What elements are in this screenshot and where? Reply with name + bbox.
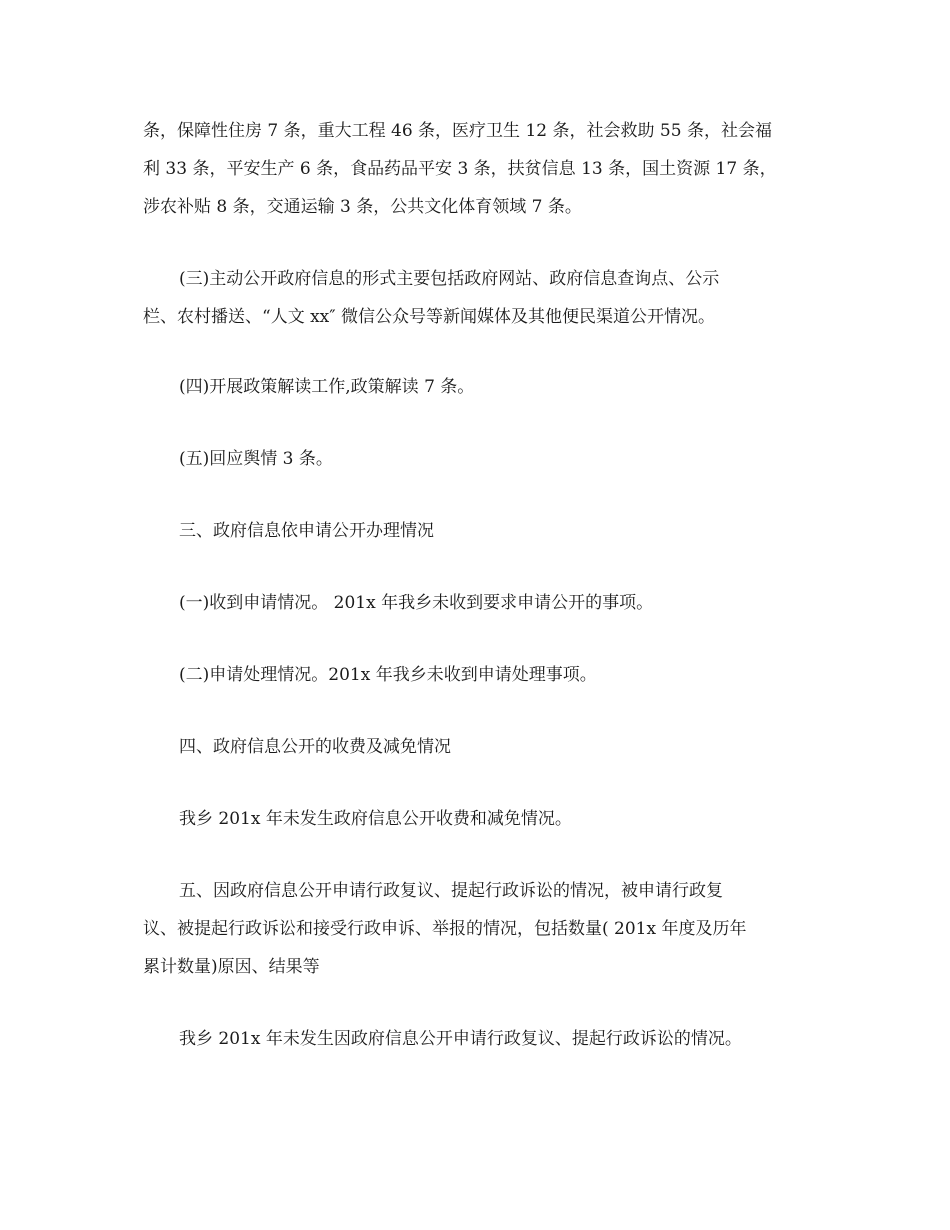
- paragraph-application-received: [143, 584, 808, 622]
- text-line: 栏、农村播送、“人文 xx″ 微信公众号等新闻媒体及其他便民渠道公开情况。: [143, 307, 716, 327]
- paragraph-section-3-3: [143, 260, 808, 336]
- heading-section-4: [143, 728, 808, 766]
- paragraph-application-processing: [143, 656, 808, 694]
- text-line: (二)申请处理情况。201x 年我乡未收到申请处理事项。: [179, 665, 597, 685]
- text-line: 条，保障性住房 7 条，重大工程 46 条，医疗卫生 12 条，社会救助 55 条，社会福: [143, 121, 772, 141]
- text-line: (三)主动公开政府信息的形式主要包括政府网站、政府信息查询点、公示: [179, 269, 720, 289]
- text-line: (四)开展政策解读工作,政策解读 7 条。: [179, 377, 475, 397]
- paragraph-section-3-4: [143, 368, 808, 406]
- text-line: 累计数量)原因、结果等: [143, 957, 320, 977]
- text-line: (一)收到申请情况。 201x 年我乡未收到要求申请公开的事项。: [179, 593, 654, 613]
- text-line: 五、因政府信息公开申请行政复议、提起行政诉讼的情况，被申请行政复: [179, 881, 723, 901]
- text-line: (五)回应舆情 3 条。: [179, 449, 333, 469]
- heading-section-3: [143, 512, 808, 550]
- text-line: 我乡 201x 年未发生政府信息公开收费和减免情况。: [179, 809, 572, 829]
- text-line: 议、被提起行政诉讼和接受行政申诉、举报的情况，包括数量( 201x 年度及历年: [143, 919, 747, 939]
- paragraph-review-litigation: [143, 1020, 808, 1058]
- text-line: 我乡 201x 年未发生因政府信息公开申请行政复议、提起行政诉讼的情况。: [179, 1029, 742, 1049]
- heading-section-5: [143, 872, 808, 986]
- paragraph-fees: [143, 800, 808, 838]
- section-heading: 三、政府信息依申请公开办理情况: [179, 521, 434, 541]
- section-heading: 四、政府信息公开的收费及减免情况: [179, 737, 451, 757]
- text-line: 涉农补贴 8 条，交通运输 3 条，公共文化体育领域 7 条。: [143, 197, 582, 217]
- text-line: 利 33 条，平安生产 6 条，食品药品平安 3 条，扶贫信息 13 条，国土资源 17 条，: [143, 159, 777, 179]
- paragraph-stats-continued: [143, 112, 808, 226]
- paragraph-section-3-5: [143, 440, 808, 478]
